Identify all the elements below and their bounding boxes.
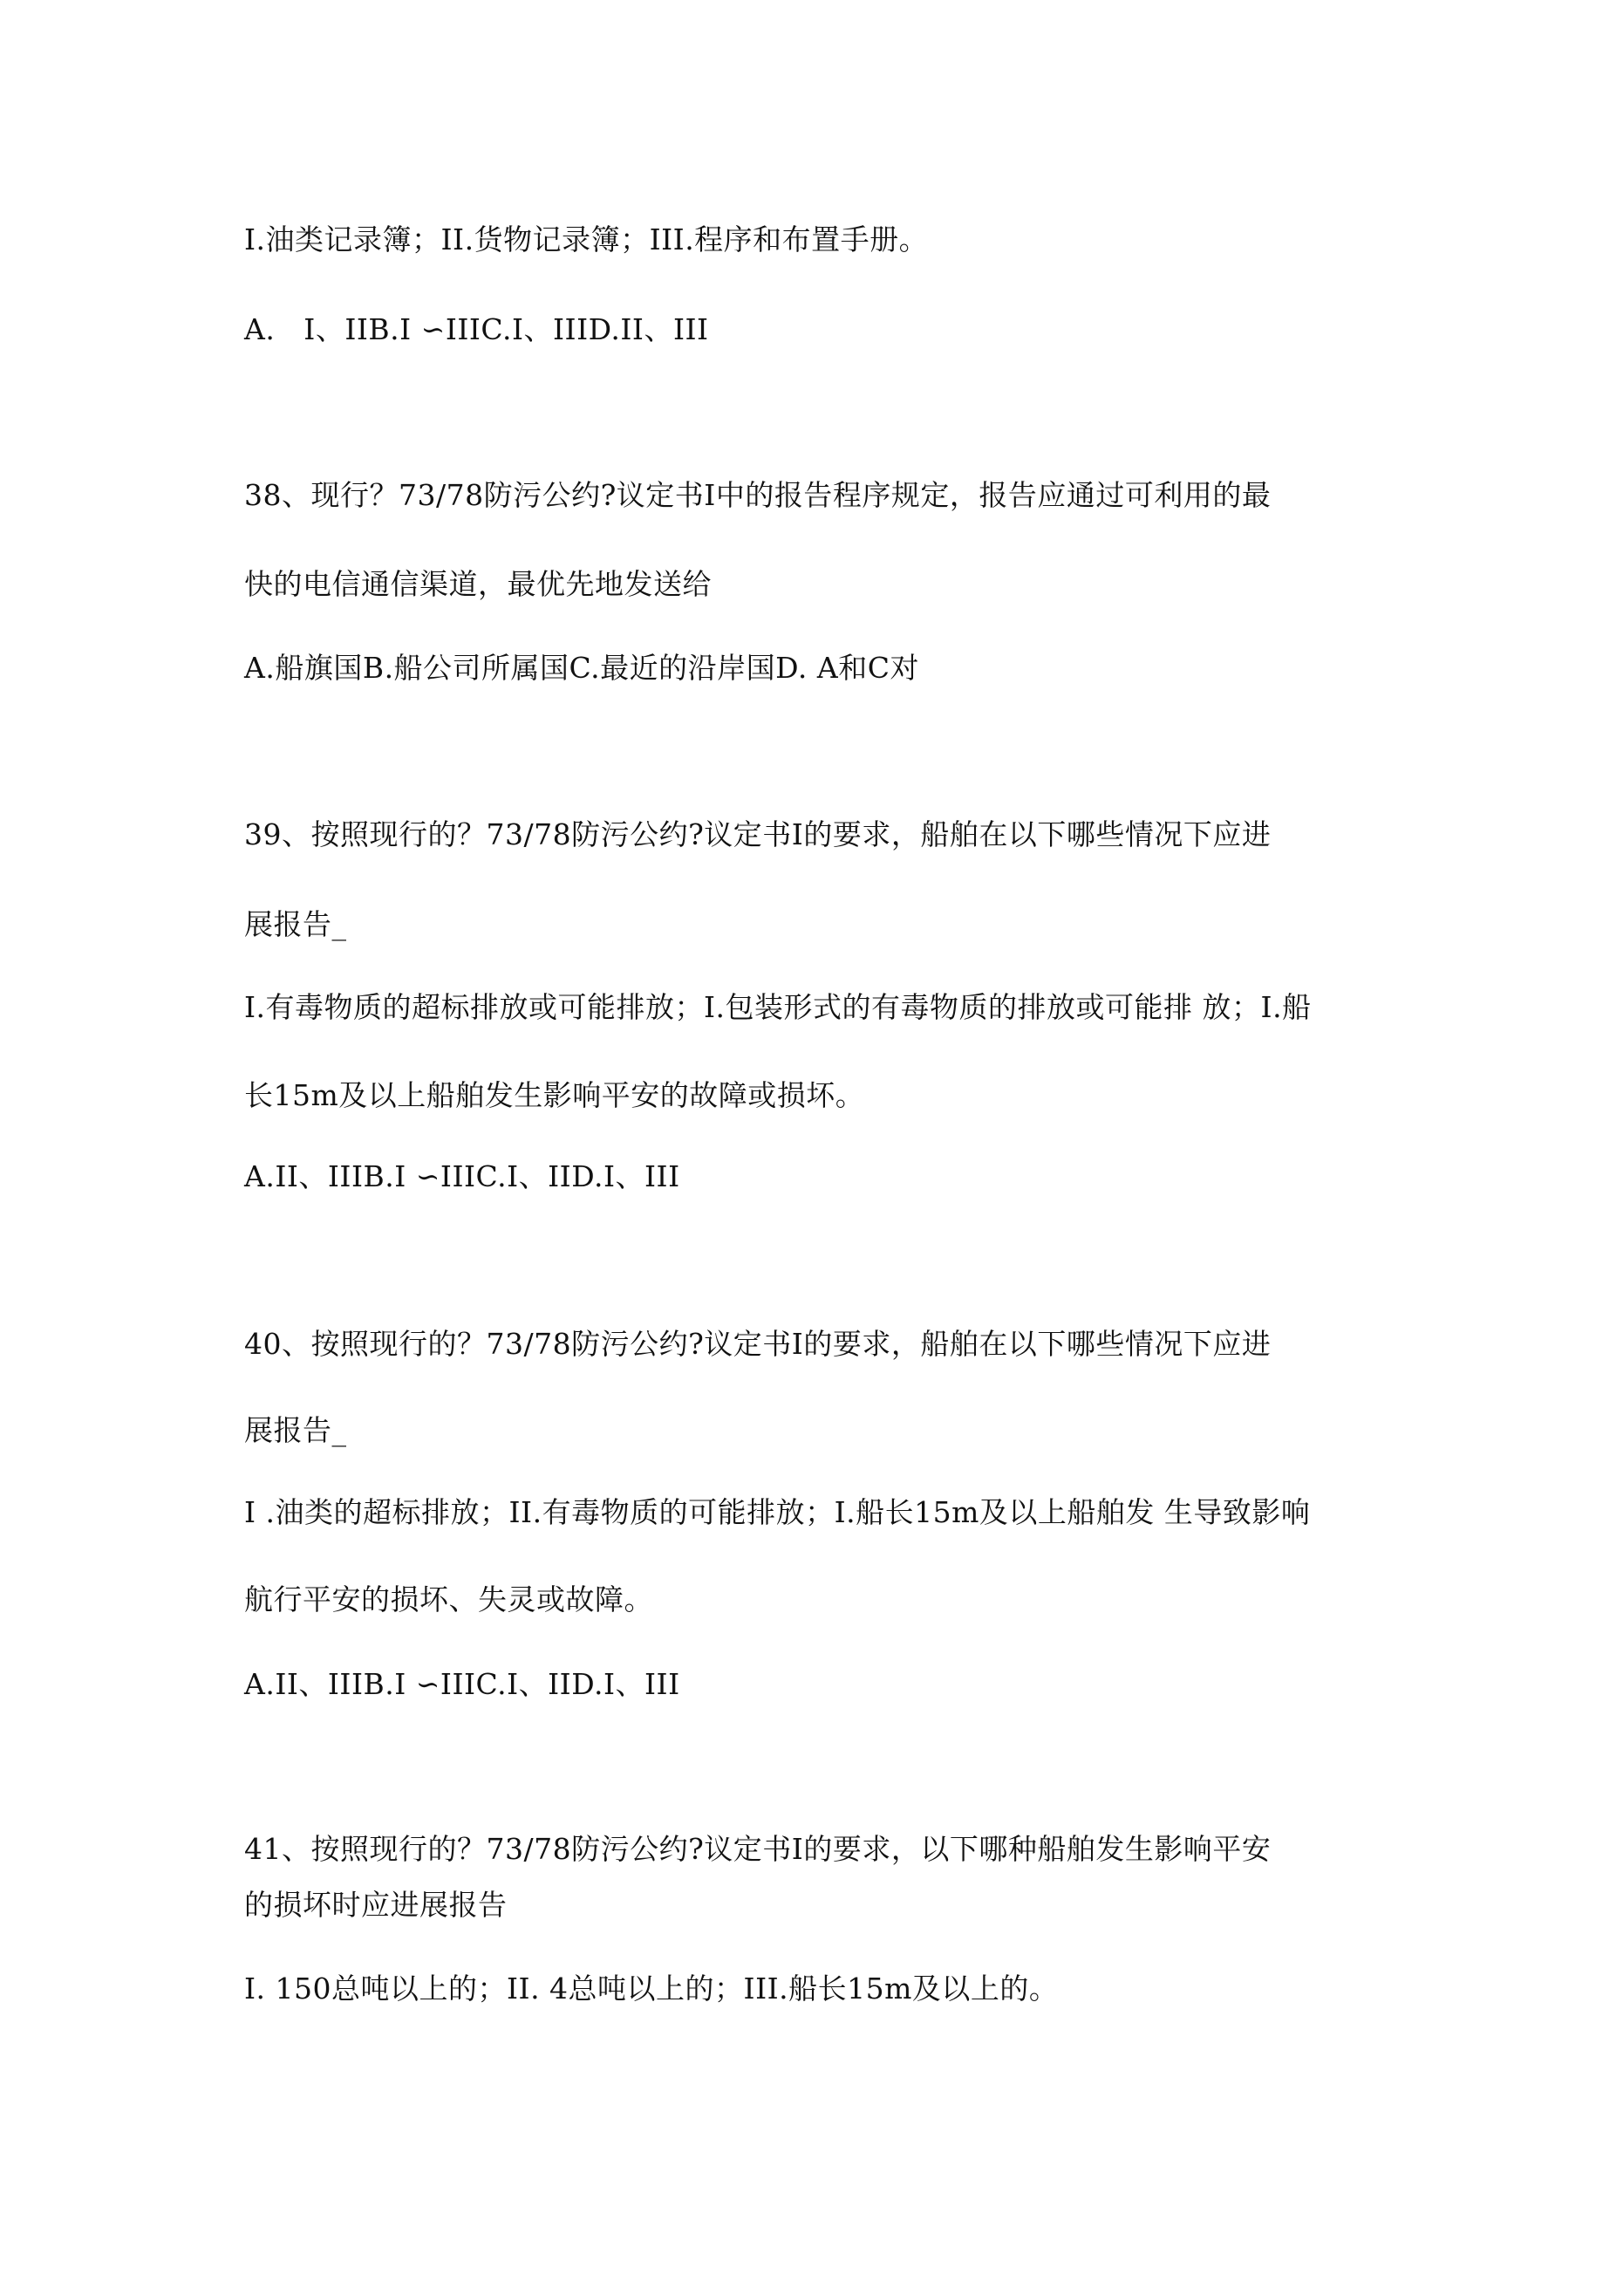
q39-statement-line-2: 长15m及以上船舶发生影响平安的故障或损坏。 (244, 1078, 865, 1112)
q40-question-line-2: 展报告_ (244, 1413, 347, 1447)
q39-question-line-2: 展报告_ (244, 907, 347, 941)
q41-statement: I. 150总吨以上的；II. 4总吨以上的；III.船长15m及以上的。 (244, 1971, 1059, 2006)
q40-statement-line-1: I .油类的超标排放；II.有毒物质的可能排放；I.船长15m及以上船舶发 生导致影响 (244, 1495, 1311, 1529)
q40-statement-line-2: 航行平安的损坏、失灵或故障。 (244, 1582, 653, 1616)
q41-question-line-2: 的损坏时应进展报告 (244, 1888, 508, 1922)
q40-question-line-1: 40、按照现行的？73/78防污公约?议定书I的要求，船舶在以下哪些情况下应进 (244, 1327, 1272, 1361)
q39-statement-line-1: I.有毒物质的超标排放或可能排放；I.包装形式的有毒物质的排放或可能排 放；I.船 (244, 990, 1312, 1024)
q38-question-line-1: 38、现行？73/78防污公约?议定书I中的报告程序规定，报告应通过可利用的最 (244, 478, 1272, 512)
q39-question-line-1: 39、按照现行的？73/78防污公约?议定书I的要求，船舶在以下哪些情况下应进 (244, 817, 1272, 851)
q40-options: A.II、IIIB.I ∽IIIC.I、IID.I、III (244, 1667, 680, 1701)
q37-options: A. I、IIB.I ∽IIIC.I、IIID.II、III (244, 312, 709, 346)
q38-options: A.船旗国B.船公司所属国C.最近的沿岸国D. A和C对 (244, 651, 919, 685)
q37-statement: I.油类记录簿；II.货物记录簿；III.程序和布置手册。 (244, 222, 929, 256)
q39-options: A.II、IIIB.I ∽IIIC.I、IID.I、III (244, 1159, 680, 1193)
q38-question-line-2: 快的电信通信渠道，最优先地发送给 (244, 567, 712, 601)
q41-question-line-1: 41、按照现行的？73/78防污公约?议定书I的要求，以下哪种船舶发生影响平安 (244, 1832, 1272, 1866)
